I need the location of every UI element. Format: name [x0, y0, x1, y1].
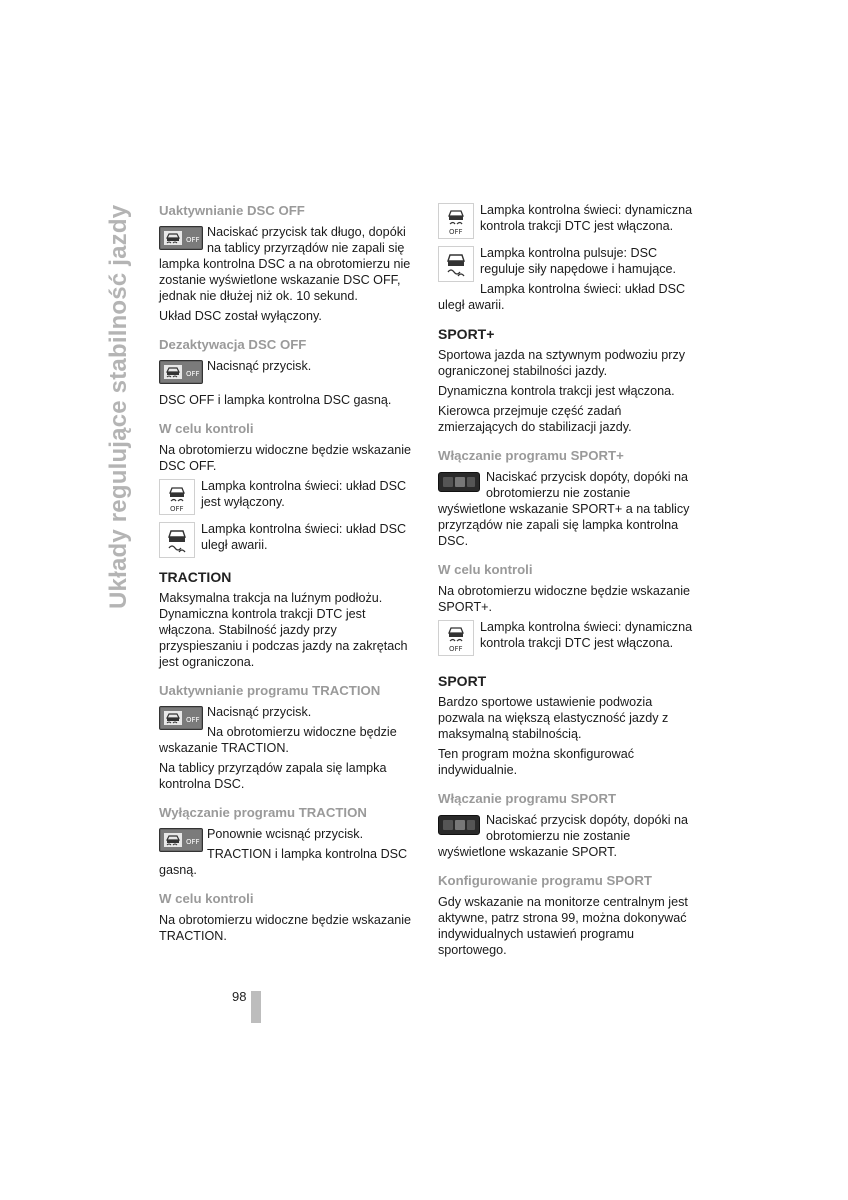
svg-text:OFF: OFF	[186, 838, 200, 846]
paragraph: Lampka kontrolna świeci: dynamiczna kontrola trakcji DTC jest włączona.	[480, 620, 693, 650]
paragraph: Lampka kontrolna świeci: układ DSC jest wyłączony.	[201, 479, 407, 509]
paragraph: Ten program można skonfigurować indywidualnie.	[438, 747, 634, 777]
paragraph: Naciskać przycisk dopóty, dopóki na obrotomierzu nie zostanie wyświetlone wskazanie SPORT+ a na tablicy przyrządów nie zapali się lampka kontrolna DSC.	[438, 470, 690, 548]
paragraph: Na tablicy przyrządów zapala się lampka kontrolna DSC.	[159, 761, 387, 791]
section-heading: W celu kontroli	[438, 562, 533, 577]
section-heading: Konfigurowanie programu SPORT	[438, 873, 652, 888]
paragraph: Lampka kontrolna świeci: układ DSC uległ awarii.	[438, 282, 686, 312]
dtc-lamp-icon	[438, 203, 474, 239]
dsc-off-button-icon	[159, 360, 203, 384]
svg-text:OFF: OFF	[186, 236, 200, 244]
section-heading: Włączanie programu SPORT	[438, 791, 617, 806]
section-heading: W celu kontroli	[159, 891, 254, 906]
paragraph: Na obrotomierzu widoczne będzie wskazanie TRACTION.	[159, 913, 412, 943]
svg-text:OFF: OFF	[449, 228, 463, 236]
paragraph: Na obrotomierzu widoczne będzie wskazanie SPORT+.	[438, 584, 691, 614]
paragraph: Nacisnąć przycisk.	[207, 359, 312, 373]
paragraph: Układ DSC został wyłączony.	[159, 309, 322, 323]
dsc-off-button-icon	[159, 828, 203, 852]
section-heading: Uaktywnianie programu TRACTION	[159, 683, 381, 698]
paragraph: DSC OFF i lampka kontrolna DSC gasną.	[159, 393, 392, 407]
paragraph: Gdy wskazanie na monitorze centralnym jest aktywne, patrz strona 99, można dokonywać indywidualnych ustawień programu sportowego.	[438, 895, 688, 957]
section-heading: Wyłączanie programu TRACTION	[159, 805, 367, 820]
paragraph: Ponownie wcisnąć przycisk.	[207, 827, 364, 841]
svg-text:OFF: OFF	[186, 370, 200, 378]
dsc-lamp-icon	[438, 246, 474, 282]
paragraph: TRACTION i lampka kontrolna DSC gasną.	[159, 847, 408, 877]
dsc-off-lamp-icon	[159, 479, 195, 515]
drive-mode-switch-icon	[438, 472, 480, 492]
chapter-side-title: Układy regulujące stabilność jazdy	[105, 205, 132, 610]
drive-mode-switch-icon	[438, 815, 480, 835]
dsc-off-button-icon	[159, 226, 203, 250]
svg-text:OFF: OFF	[170, 505, 184, 513]
paragraph: Maksymalna trakcja na luźnym podłożu. Dynamiczna kontrola trakcji DTC jest włączona. Stabilność jazdy przy przyspieszaniu i podczas jazdy na zakrętach jest ograniczona.	[159, 591, 408, 669]
dsc-off-button-icon	[159, 706, 203, 730]
paragraph: Naciskać przycisk tak długo, dopóki na tablicy przyrządów nie zapali się lampka kontrolna DSC a na obrotomierzu nie zostanie wyświetlone wskazanie DSC OFF, jednak nie dłużej niż ok. 10 sekund.	[159, 225, 411, 303]
section-heading: SPORT	[438, 673, 487, 689]
section-heading: TRACTION	[159, 569, 232, 585]
svg-text:OFF: OFF	[449, 645, 463, 653]
page-number: 98	[232, 989, 247, 1004]
svg-text:OFF: OFF	[186, 716, 200, 724]
left-column	[159, 202, 421, 948]
paragraph: Lampka kontrolna pulsuje: DSC reguluje siły napędowe i hamujące.	[480, 246, 677, 276]
dtc-lamp-icon	[438, 620, 474, 656]
dsc-lamp-icon	[159, 522, 195, 558]
paragraph: Dynamiczna kontrola trakcji jest włączona.	[438, 384, 675, 398]
section-heading: Dezaktywacja DSC OFF	[159, 337, 307, 352]
section-heading: W celu kontroli	[159, 421, 254, 436]
paragraph: Sportowa jazda na sztywnym podwoziu przy ograniczonej stabilności jazdy.	[438, 348, 686, 378]
paragraph: Lampka kontrolna świeci: układ DSC uległ awarii.	[201, 522, 407, 552]
section-heading: Włączanie programu SPORT+	[438, 448, 624, 463]
paragraph: Na obrotomierzu widoczne będzie wskazanie TRACTION.	[159, 725, 397, 755]
paragraph: Nacisnąć przycisk.	[207, 705, 312, 719]
page-marker-bar	[251, 991, 261, 1023]
section-heading: Uaktywnianie DSC OFF	[159, 203, 305, 218]
paragraph: Bardzo sportowe ustawienie podwozia pozwala na większą elastyczność jazdy z maksymalną stabilnością.	[438, 695, 669, 741]
paragraph: Kierowca przejmuje część zadań zmierzających do stabilizacji jazdy.	[438, 404, 632, 434]
right-column	[438, 202, 700, 962]
paragraph: Na obrotomierzu widoczne będzie wskazanie DSC OFF.	[159, 443, 412, 473]
paragraph: Lampka kontrolna świeci: dynamiczna kontrola trakcji DTC jest włączona.	[480, 203, 693, 233]
section-heading: SPORT+	[438, 326, 495, 342]
paragraph: Naciskać przycisk dopóty, dopóki na obrotomierzu nie zostanie wyświetlone wskazanie SPORT.	[438, 813, 689, 859]
